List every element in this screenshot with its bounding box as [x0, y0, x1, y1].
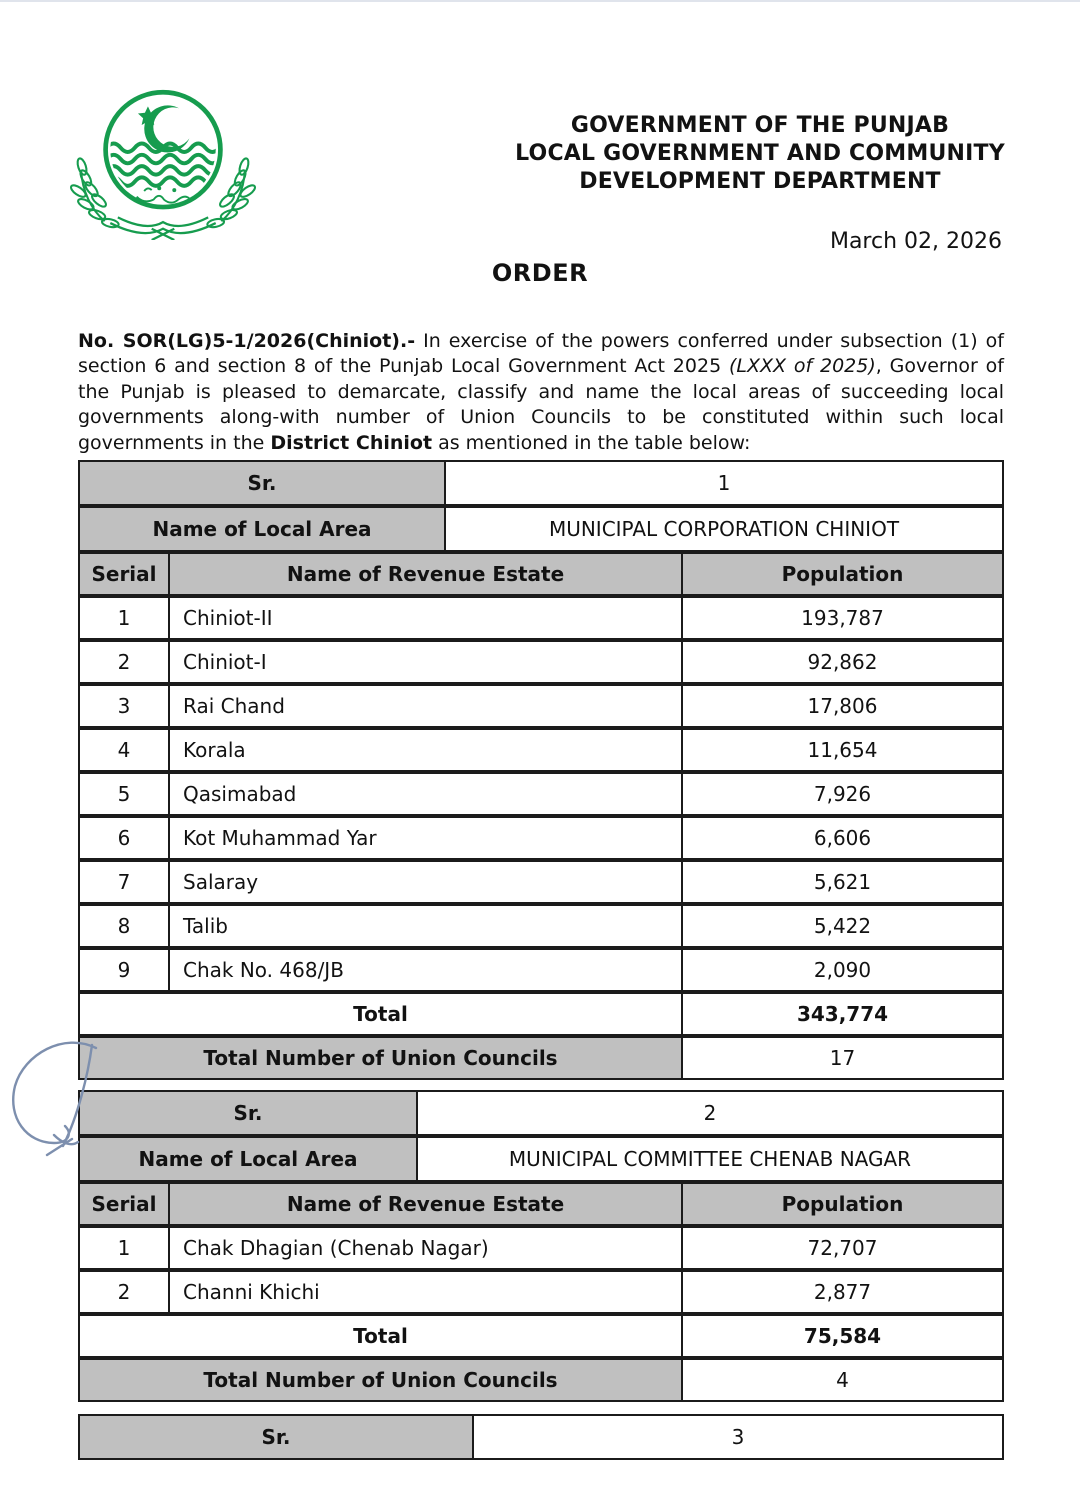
local-area-label: Name of Local Area	[78, 1136, 418, 1182]
population-cell: 7,926	[681, 772, 1004, 816]
revenue-estate-cell: Chak Dhagian (Chenab Nagar)	[168, 1226, 683, 1270]
revenue-estate-cell: Channi Khichi	[168, 1270, 683, 1314]
serial-cell: 3	[78, 684, 170, 728]
sr-row	[78, 460, 1004, 506]
revenue-estate-header: Name of Revenue Estate	[168, 1182, 683, 1226]
union-councils-label: Total Number of Union Councils	[78, 1036, 683, 1080]
serial-cell: 9	[78, 948, 170, 992]
population-cell: 11,654	[681, 728, 1004, 772]
local-area-table-2	[78, 1090, 1004, 1402]
table-row	[78, 640, 1004, 684]
page-top-edge	[0, 0, 1080, 2]
table-row	[78, 772, 1004, 816]
population-cell: 72,707	[681, 1226, 1004, 1270]
table-row	[78, 1226, 1004, 1270]
table-row	[78, 1270, 1004, 1314]
total-row	[78, 992, 1004, 1036]
population-cell: 6,606	[681, 816, 1004, 860]
paragraph-text-1: In exercise of the powers conferred under subsection (1) of section 6 and section 8 of the Punjab Local Government Act 2025	[78, 330, 1004, 378]
revenue-estate-cell: Salaray	[168, 860, 683, 904]
population-cell: 2,877	[681, 1270, 1004, 1314]
serial-cell: 2	[78, 1270, 170, 1314]
local-area-label: Name of Local Area	[78, 506, 446, 552]
sr-value: 2	[416, 1090, 1004, 1136]
table-row	[78, 816, 1004, 860]
table-row	[78, 860, 1004, 904]
revenue-estate-header: Name of Revenue Estate	[168, 552, 683, 596]
sr-label: Sr.	[78, 1090, 418, 1136]
local-area-value: MUNICIPAL COMMITTEE CHENAB NAGAR	[416, 1136, 1004, 1182]
paragraph-text-3: as mentioned in the table below:	[432, 431, 751, 454]
population-cell: 2,090	[681, 948, 1004, 992]
dept-line-2: LOCAL GOVERNMENT AND COMMUNITY	[515, 141, 1005, 166]
revenue-estate-cell: Korala	[168, 728, 683, 772]
union-councils-value: 17	[681, 1036, 1004, 1080]
revenue-estate-cell: Chak No. 468/JB	[168, 948, 683, 992]
order-date: March 02, 2026	[829, 229, 1002, 254]
serial-cell: 1	[78, 596, 170, 640]
revenue-estate-cell: Chiniot-I	[168, 640, 683, 684]
revenue-estate-cell: Rai Chand	[168, 684, 683, 728]
total-row	[78, 1314, 1004, 1358]
serial-cell: 8	[78, 904, 170, 948]
population-cell: 5,621	[681, 860, 1004, 904]
local-area-table-1	[78, 460, 1004, 1080]
union-councils-row	[78, 1358, 1004, 1402]
serial-cell: 4	[78, 728, 170, 772]
revenue-estate-cell: Kot Muhammad Yar	[168, 816, 683, 860]
local-area-value: MUNICIPAL CORPORATION CHINIOT	[444, 506, 1004, 552]
revenue-estate-cell: Talib	[168, 904, 683, 948]
population-header: Population	[681, 552, 1004, 596]
local-area-row	[78, 506, 1004, 552]
serial-cell: 5	[78, 772, 170, 816]
local-area-table-3	[78, 1414, 1004, 1460]
population-cell: 193,787	[681, 596, 1004, 640]
sr-row	[78, 1414, 1004, 1460]
sr-value: 1	[444, 460, 1004, 506]
dept-line-1: GOVERNMENT OF THE PUNJAB	[570, 113, 950, 138]
column-header-row	[78, 1182, 1004, 1226]
population-cell: 92,862	[681, 640, 1004, 684]
sr-label: Sr.	[78, 1414, 474, 1460]
population-cell: 17,806	[681, 684, 1004, 728]
order-title: ORDER	[491, 259, 589, 287]
serial-cell: 1	[78, 1226, 170, 1270]
table-row	[78, 728, 1004, 772]
table-row	[78, 948, 1004, 992]
district-name-bold: District Chiniot	[270, 431, 433, 454]
union-councils-value: 4	[681, 1358, 1004, 1402]
total-population: 75,584	[681, 1314, 1004, 1358]
total-label: Total	[78, 1314, 683, 1358]
order-reference-number: No. SOR(LG)5-1/2026(Chiniot).-	[78, 330, 416, 352]
serial-cell: 7	[78, 860, 170, 904]
revenue-estate-cell: Qasimabad	[168, 772, 683, 816]
dept-line-3: DEVELOPMENT DEPARTMENT	[579, 169, 941, 194]
sr-row	[78, 1090, 1004, 1136]
order-paragraph	[78, 329, 1004, 456]
punjab-government-logo	[68, 80, 258, 240]
local-area-row	[78, 1136, 1004, 1182]
act-number-italic: (LXXX of 2025)	[728, 355, 876, 378]
table-row	[78, 904, 1004, 948]
population-header: Population	[681, 1182, 1004, 1226]
serial-cell: 2	[78, 640, 170, 684]
paragraph-text-2: , Governor of the Punjab is pleased to demarcate, classify and name the local areas of succeeding local governments along-with number of Union Councils to be constituted within such local governments in the	[78, 355, 1004, 454]
revenue-estate-cell: Chiniot-II	[168, 596, 683, 640]
sr-label: Sr.	[78, 460, 446, 506]
serial-cell: 6	[78, 816, 170, 860]
population-cell: 5,422	[681, 904, 1004, 948]
serial-header: Serial	[78, 552, 170, 596]
union-councils-row	[78, 1036, 1004, 1080]
column-header-row	[78, 552, 1004, 596]
serial-header: Serial	[78, 1182, 170, 1226]
total-label: Total	[78, 992, 683, 1036]
table-row	[78, 684, 1004, 728]
union-councils-label: Total Number of Union Councils	[78, 1358, 683, 1402]
department-header	[500, 112, 1020, 196]
total-population: 343,774	[681, 992, 1004, 1036]
table-row	[78, 596, 1004, 640]
sr-value: 3	[472, 1414, 1004, 1460]
